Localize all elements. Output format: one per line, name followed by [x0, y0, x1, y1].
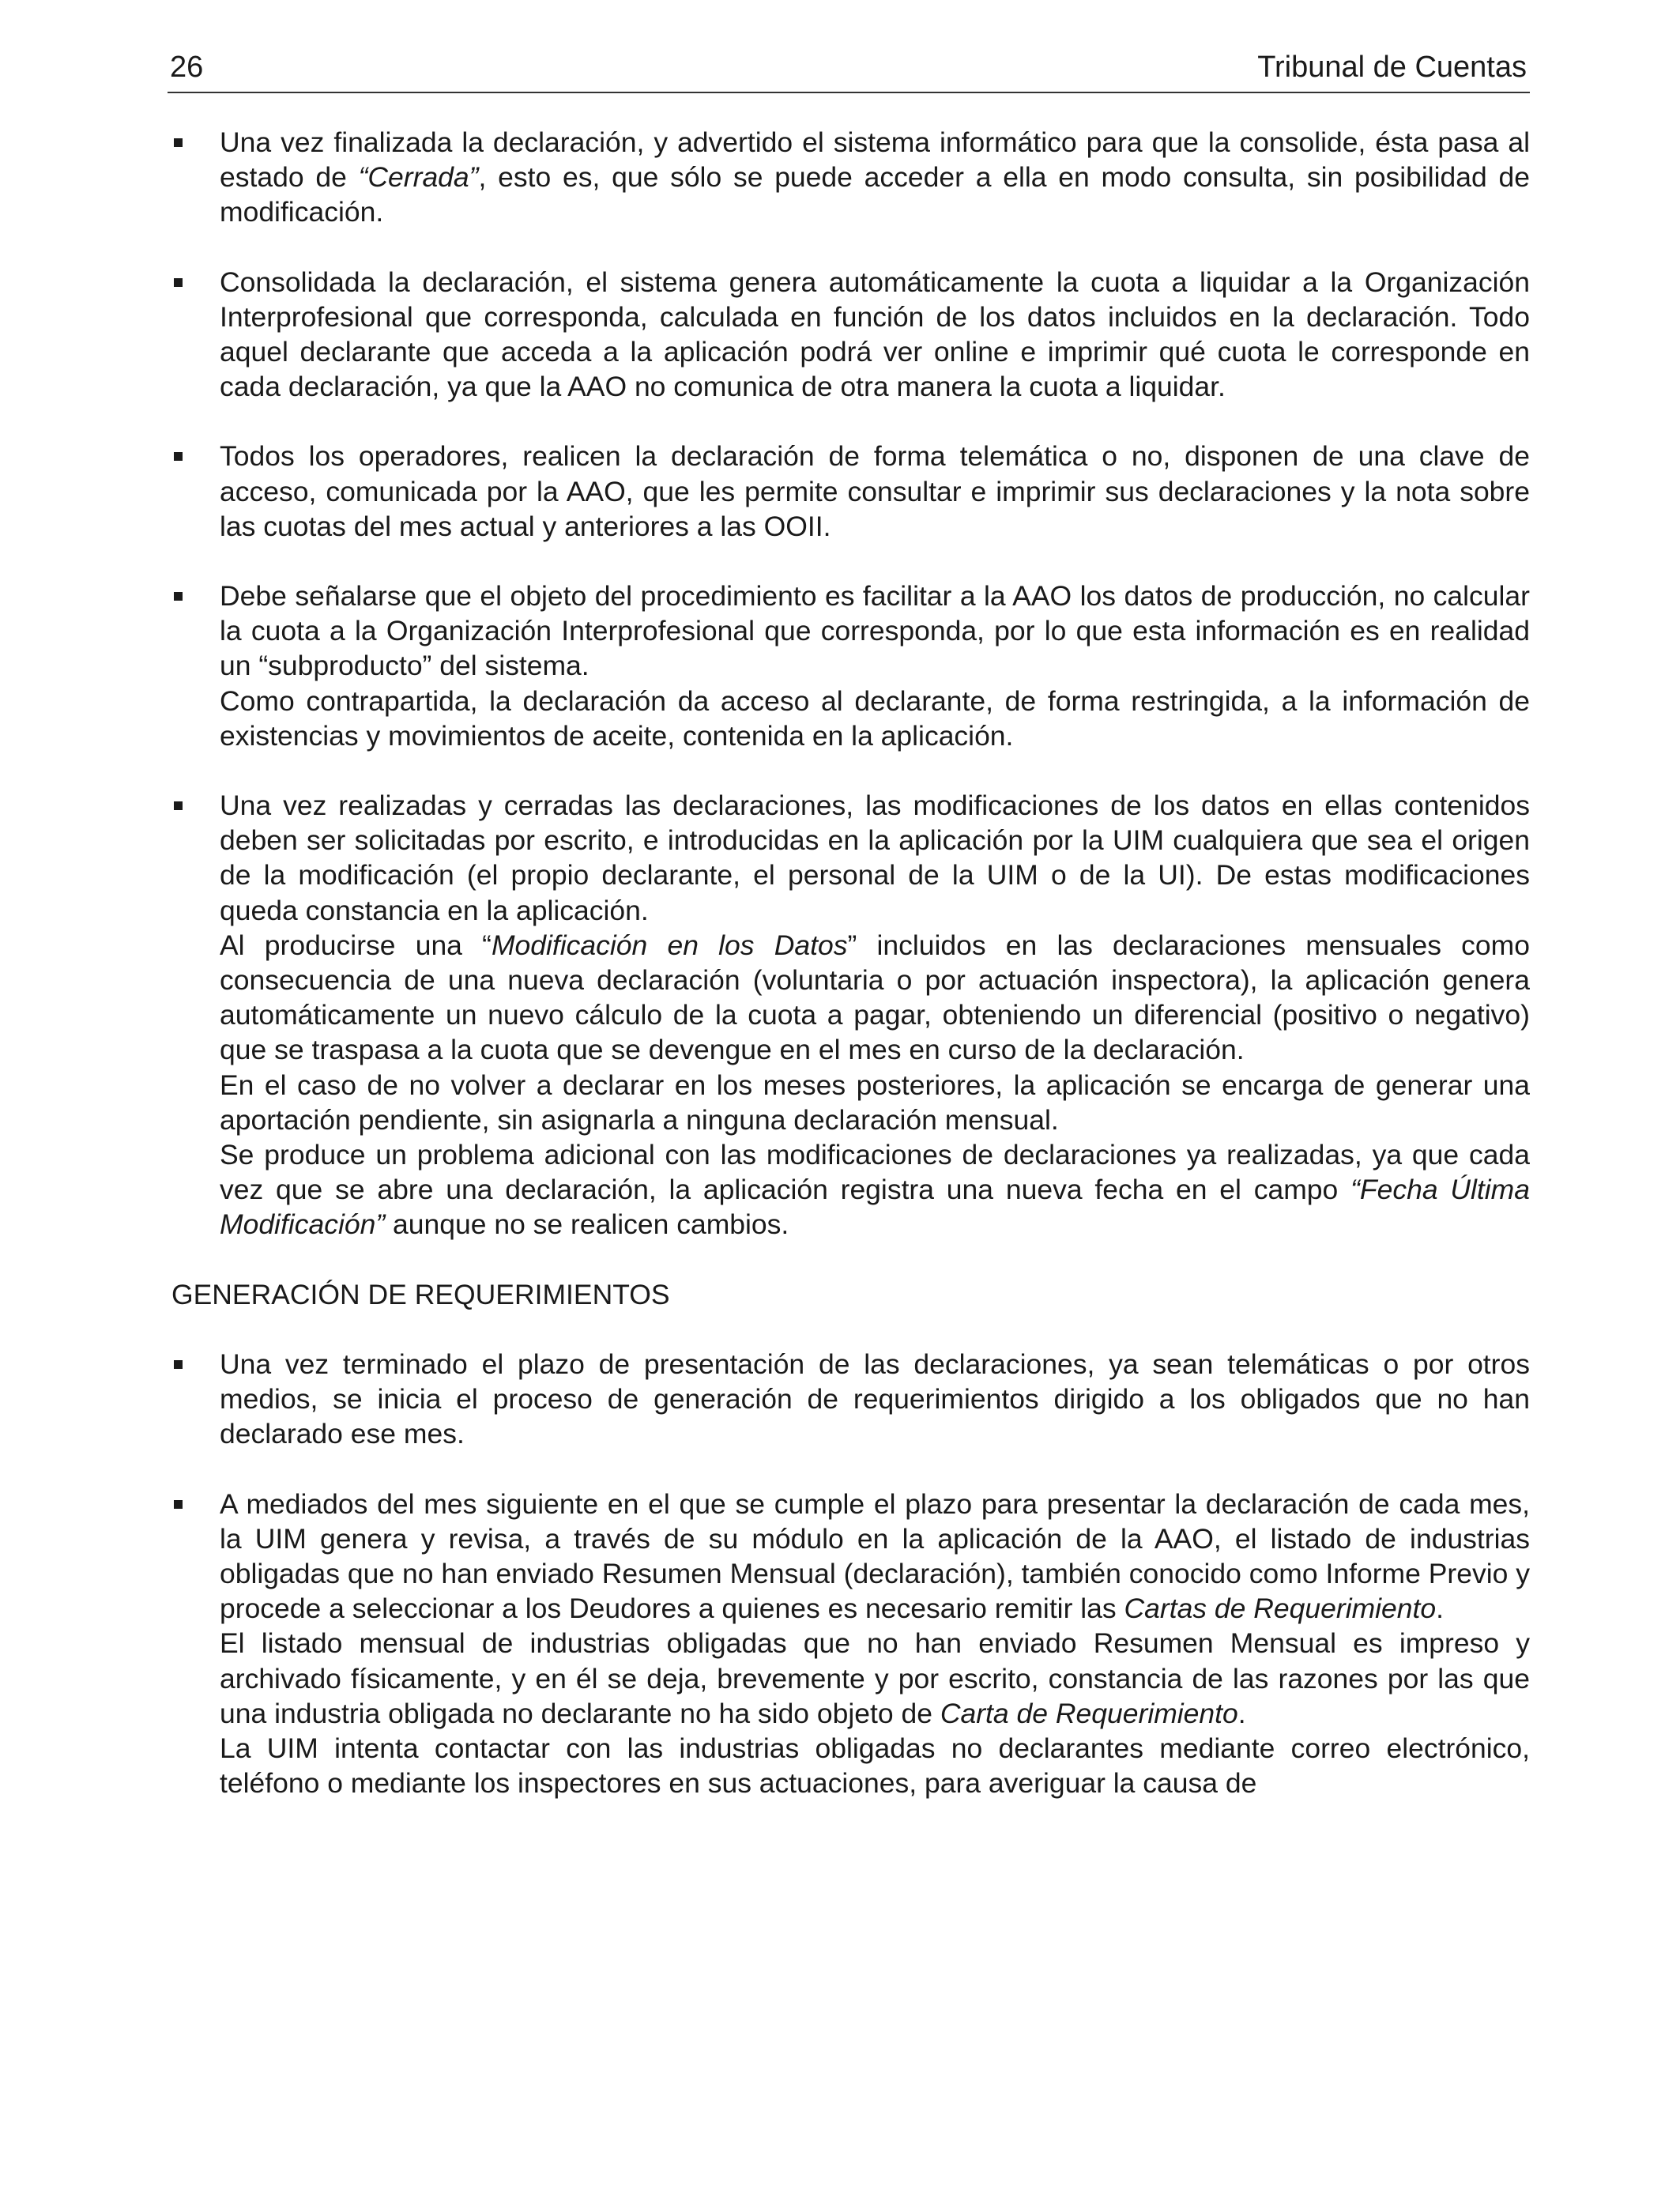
- paragraph: Como contrapartida, la declaración da acceso al declarante, de forma restringida, a la información de existencias y movimientos de aceite, contenida en la aplicación.: [220, 684, 1530, 752]
- text-run: .: [1237, 1697, 1246, 1729]
- square-bullet-icon: [174, 452, 183, 461]
- paragraph: En el caso de no volver a declarar en los meses posteriores, la aplicación se encarga de generar una aportación pendiente, sin asignarla a ninguna declaración mensual.: [220, 1069, 1530, 1136]
- square-bullet-icon: [174, 592, 183, 601]
- square-bullet-icon: [174, 1360, 183, 1369]
- square-bullet-icon: [174, 801, 183, 810]
- text-run: El listado mensual de industrias obligadas que no han enviado Resumen Mensual es impreso y archivado físicamente, y en él se deja, brevemente y por escrito, constancia de las razones por las que una industria obligada no declarante no ha sido objeto de: [220, 1627, 1530, 1729]
- square-bullet-icon: [174, 1500, 183, 1509]
- paragraph: Una vez realizadas y cerradas las declaraciones, las modificaciones de los datos en ellas contenidos deben ser solicitadas por escrito, e introducidas en la aplicación por la UIM cualquiera que sea el origen de la modificación (el propio declarante, el personal de la UIM o de la UI). De estas modificaciones queda constancia en la aplicación.: [220, 790, 1530, 926]
- text-run: .: [1436, 1593, 1445, 1625]
- paragraph: [220, 1626, 1530, 1731]
- paragraph: Consolidada la declaración, el sistema genera automáticamente la cuota a liquidar a la Organización Interprofesional que corresponda, calculada en función de los datos incluidos en la declaración. Todo aquel declarante que acceda a la aplicación podrá ver online e imprimir qué cuota le corresponde en cada declaración, ya que la AAO no comunica de otra manera la cuota a liquidar.: [220, 266, 1530, 403]
- bullet-item-access-key: [168, 439, 1530, 544]
- document-title: Tribunal de Cuentas: [1257, 51, 1527, 84]
- bullet-item-data-modifications: [168, 788, 1530, 1242]
- text-run: Al producirse una “: [220, 929, 492, 961]
- text-run: aunque no se realicen cambios.: [385, 1208, 789, 1241]
- text-run: , esto es, que sólo se puede acceder a ella en modo consulta, sin posibilidad de modificación.: [220, 161, 1530, 228]
- italic-term: Carta de Requerimiento: [940, 1697, 1238, 1729]
- text-run: ” incluidos en las declaraciones mensuales como consecuencia de una nueva declaración (voluntaria o por actuación inspectora), la aplicación genera automáticamente un nuevo cálculo de la cuota a pagar, obteniendo un diferencial (positivo o negativo) que se traspasa a la cuota que se devengue en el mes en curso de la declaración.: [220, 929, 1530, 1066]
- paragraph: Todos los operadores, realicen la declaración de forma telemática o no, disponen de una clave de acceso, comunicada por la AAO, que les permite consultar e imprimir sus declaraciones y la nota sobre las cuotas del mes actual y anteriores a las OOII.: [220, 440, 1530, 542]
- square-bullet-icon: [174, 138, 183, 147]
- text-run: Una vez finalizada la declaración, y advertido el sistema informático para que la consolide, ésta pasa al estado de: [220, 126, 1530, 194]
- page-header: [168, 46, 1530, 93]
- bullet-item-closed-declaration: [168, 125, 1530, 230]
- square-bullet-icon: [174, 278, 183, 287]
- section-heading: GENERACIÓN DE REQUERIMIENTOS: [171, 1278, 670, 1310]
- page-number: 26: [170, 51, 204, 84]
- italic-term: Modificación en los Datos: [491, 929, 848, 961]
- paragraph: [220, 928, 1530, 1068]
- page-body: [168, 125, 1530, 1835]
- text-run: Se produce un problema adicional con las modificaciones de declaraciones ya realizadas, ya que cada vez que se abre una declaración, la aplicación registra una nueva fecha en el campo: [220, 1139, 1530, 1206]
- paragraph: [220, 1487, 1530, 1627]
- bullet-item-requirement-process: [168, 1347, 1530, 1452]
- italic-term: “Cerrada”: [358, 161, 479, 194]
- paragraph: La UIM intenta contactar con las industrias obligadas no declarantes mediante correo electrónico, teléfono o mediante los inspectores en sus actuaciones, para averiguar la causa de: [220, 1732, 1530, 1800]
- paragraph: Debe señalarse que el objeto del procedimiento es facilitar a la AAO los datos de producción, no calcular la cuota a la Organización Interprofesional que corresponda, por lo que esta información es en realidad un “subproducto” del sistema.: [220, 580, 1530, 682]
- italic-term: Cartas de Requerimiento: [1124, 1593, 1437, 1625]
- paragraph: [220, 1137, 1530, 1242]
- bullet-item-debtor-selection: [168, 1487, 1530, 1801]
- paragraph: [220, 125, 1530, 230]
- text-run: A mediados del mes siguiente en el que se cumple el plazo para presentar la declaración de cada mes, la UIM genera y revisa, a través de su módulo en la aplicación de la AAO, el listado de industrias obligadas que no han enviado Resumen Mensual (declaración), también conocido como Informe Previo y procede a seleccionar a los Deudores a quienes es necesario remitir las: [220, 1487, 1530, 1625]
- italic-term: “Fecha Última Modificación”: [220, 1174, 1530, 1241]
- paragraph: Una vez terminado el plazo de presentación de las declaraciones, ya sean telemáticas o por otros medios, se inicia el proceso de generación de requerimientos dirigido a los obligados que no han declarado ese mes.: [220, 1348, 1530, 1450]
- bullet-item-procedure-purpose: [168, 579, 1530, 753]
- bullet-item-consolidated-quota: [168, 265, 1530, 405]
